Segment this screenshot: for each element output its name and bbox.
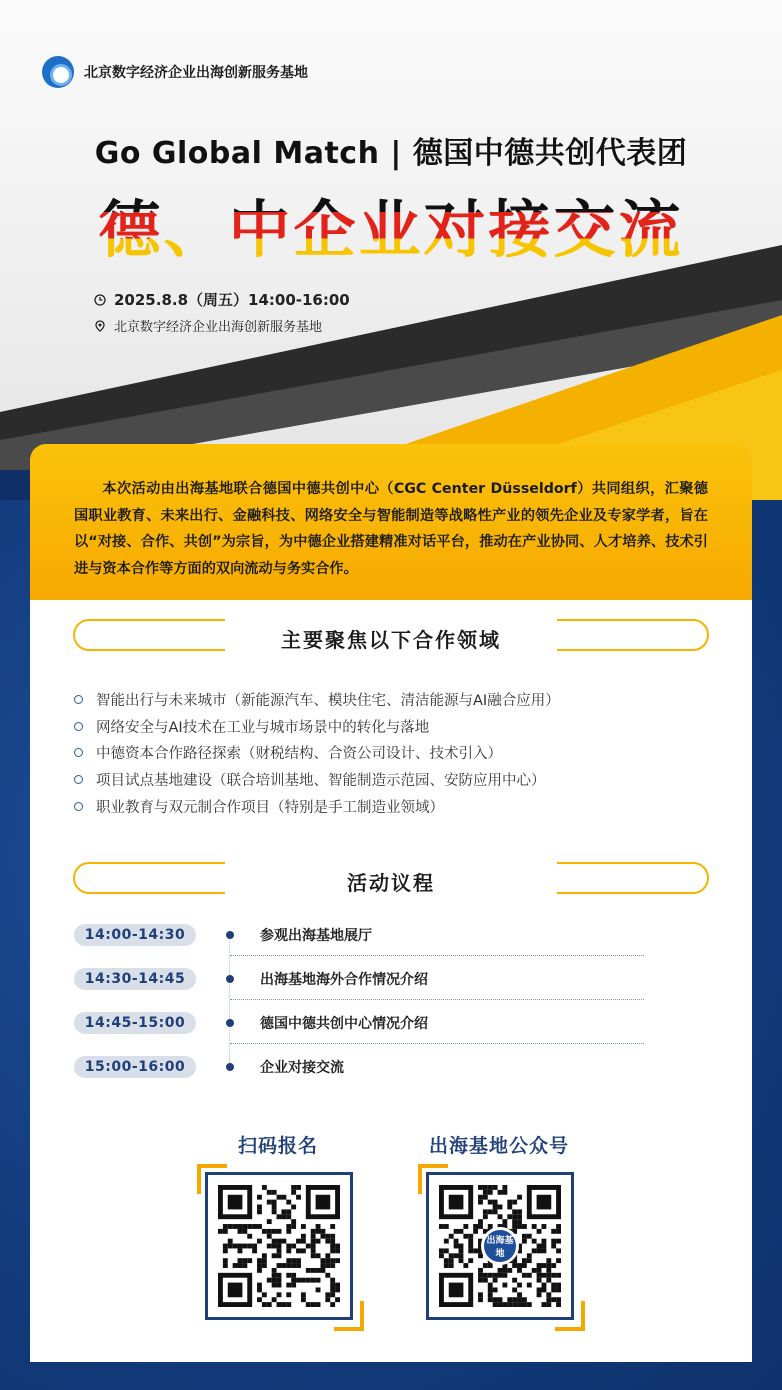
agenda-row — [74, 1056, 644, 1100]
agenda-time: 14:00-14:30 — [74, 924, 196, 946]
timeline-dot — [226, 975, 234, 983]
qr-code-image — [218, 1185, 340, 1307]
org-logo — [42, 56, 308, 88]
agenda-section-title — [73, 862, 709, 894]
timeline-dot — [226, 931, 234, 939]
agenda-desc: 德国中德共创中心情况介绍 — [260, 1016, 428, 1032]
list-item-text: 智能出行与未来城市（新能源汽车、模块住宅、清洁能源与AI融合应用） — [96, 692, 560, 709]
agenda-row — [74, 924, 644, 968]
list-item-text: 项目试点基地建设（联合培训基地、智能制造示范园、安防应用中心） — [96, 773, 546, 790]
list-item-text: 网络安全与AI技术在工业与城市场景中的转化与落地 — [96, 719, 430, 736]
official-account-qr-code[interactable] — [426, 1172, 574, 1320]
location-pin-icon — [94, 320, 106, 332]
list-item-text: 中德资本合作路径探索（财税结构、合资公司设计、技术引入） — [96, 746, 502, 763]
focus-title-text: 主要聚焦以下合作领域 — [281, 628, 501, 652]
agenda-desc: 出海基地海外合作情况介绍 — [260, 972, 428, 988]
timeline-dot — [226, 1063, 234, 1071]
list-item — [74, 793, 714, 820]
logo-icon — [42, 56, 74, 88]
page-title: 德、中企业对接交流 — [0, 180, 782, 269]
event-location — [94, 316, 322, 335]
signup-qr-code[interactable] — [205, 1172, 353, 1320]
list-item — [74, 713, 714, 740]
subtitle-en: Go Global Match | 德国中德共创代表团 — [94, 136, 688, 171]
focus-list — [74, 686, 714, 820]
intro-text: 本次活动由出海基地联合德国中德共创中心（CGC Center Düsseldorf）共同组织，汇聚德国职业教育、未来出行、金融科技、网络安全与智能制造等战略性产业的领先企业及专家学者，旨在以“对接、合作、共创”为宗旨，为中德企业搭建精准对话平台，推动在产业协同、人才培养、技术引进与资本合作等方面的双向流动与务实合作。 — [74, 481, 708, 577]
list-item — [74, 686, 714, 713]
event-date-text: 2025.8.8（周五）14:00-16:00 — [114, 291, 350, 309]
agenda-title-text: 活动议程 — [347, 871, 435, 895]
official-account-qr-label: 出海基地公众号 — [429, 1135, 570, 1157]
intro-panel — [30, 444, 752, 602]
timeline-dot — [226, 1019, 234, 1027]
agenda-time: 15:00-16:00 — [74, 1056, 196, 1078]
agenda-desc: 参观出海基地展厅 — [260, 928, 372, 944]
event-location-text: 北京数字经济企业出海创新服务基地 — [114, 320, 323, 335]
agenda-time: 14:30-14:45 — [74, 968, 196, 990]
divider — [230, 955, 644, 956]
agenda-desc: 企业对接交流 — [260, 1060, 344, 1076]
focus-section-title — [73, 619, 709, 651]
circle-bullet-icon — [74, 695, 83, 704]
circle-bullet-icon — [74, 722, 83, 731]
list-item-text: 职业教育与双元制合作项目（特别是手工制造业领域） — [96, 800, 444, 817]
agenda-row — [74, 1012, 644, 1056]
agenda-time: 14:45-15:00 — [74, 1012, 196, 1034]
circle-bullet-icon — [74, 802, 83, 811]
list-item — [74, 740, 714, 767]
signup-qr-label: 扫码报名 — [238, 1135, 319, 1157]
circle-bullet-icon — [74, 748, 83, 757]
circle-bullet-icon — [74, 775, 83, 784]
agenda-row — [74, 968, 644, 1012]
event-date — [94, 289, 350, 310]
divider — [230, 1043, 644, 1044]
qr-badge-logo: 出海基地 — [481, 1227, 519, 1265]
clock-icon — [94, 294, 106, 306]
list-item — [74, 766, 714, 793]
divider — [230, 999, 644, 1000]
org-name: 北京数字经济企业出海创新服务基地 — [84, 65, 308, 81]
